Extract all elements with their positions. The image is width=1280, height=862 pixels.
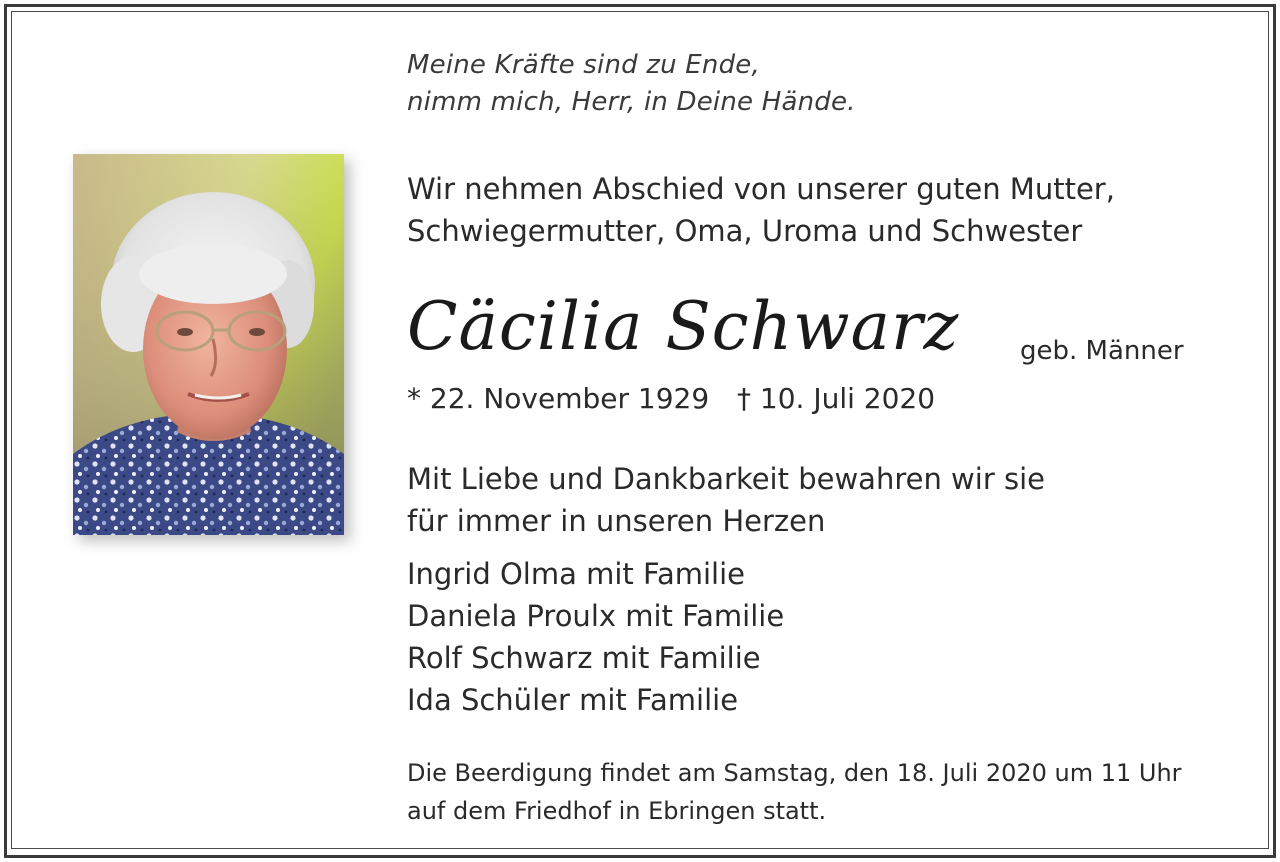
mourner-2: Daniela Proulx mit Familie [407, 599, 785, 633]
portrait-photo [73, 154, 344, 535]
remembrance-line-2: für immer in unseren Herzen [407, 504, 826, 538]
deceased-name: Cäcilia Schwarz [407, 288, 960, 365]
birth-date: * 22. November 1929 [407, 382, 710, 415]
verse-line-1: Meine Kräfte sind zu Ende, [407, 50, 760, 80]
funeral-line-2: auf dem Friedhof in Ebringen statt. [407, 797, 827, 825]
mourner-3: Rolf Schwarz mit Familie [407, 641, 761, 675]
remembrance-line-1: Mit Liebe und Dankbarkeit bewahren wir sie [407, 462, 1045, 496]
intro-line-1: Wir nehmen Abschied von unserer guten Mutter, [407, 172, 1115, 206]
death-date: † 10. Juli 2020 [737, 382, 936, 415]
intro-line-2: Schwiegermutter, Oma, Uroma und Schwester [407, 214, 1083, 248]
mourner-4: Ida Schüler mit Familie [407, 683, 739, 717]
maiden-name: geb. Männer [1020, 336, 1184, 366]
verse-line-2: nimm mich, Herr, in Deine Hände. [407, 87, 856, 117]
funeral-line-1: Die Beerdigung findet am Samstag, den 18. Juli 2020 um 11 Uhr [407, 759, 1182, 787]
mourner-1: Ingrid Olma mit Familie [407, 557, 746, 591]
